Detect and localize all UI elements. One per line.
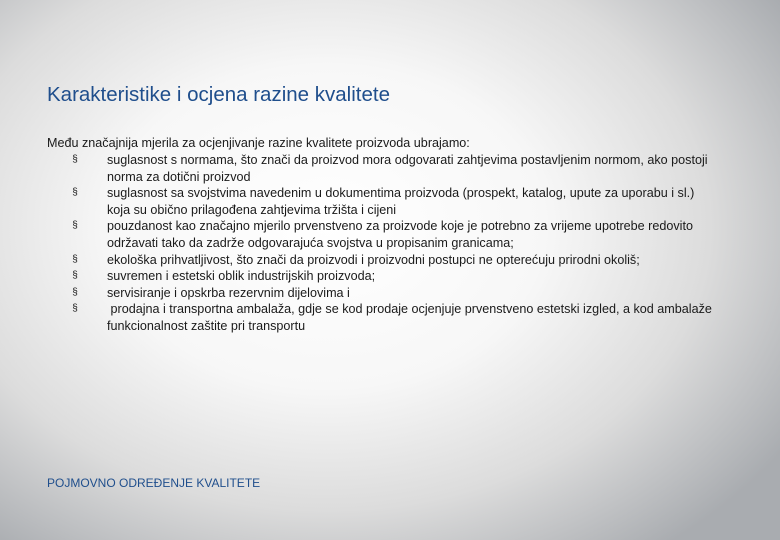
bullet-marker: § <box>72 187 78 199</box>
bullet-marker: § <box>72 270 78 282</box>
criteria-list <box>68 152 718 335</box>
intro-text: Među značajnija mjerila za ocjenjivanje razine kvalitete proizvoda ubrajamo: <box>47 136 470 150</box>
list-item-text: suglasnost s normama, što znači da proizvod mora odgovarati zahtjevima postavljenim normom, ako postoji norma za dotični proizvod <box>107 153 708 184</box>
bullet-marker: § <box>72 253 78 265</box>
list-item-text: ekološka prihvatljivost, što znači da proizvodi i proizvodni postupci ne opterećuju prirodni okoliš; <box>107 252 640 267</box>
pojmovno-odredjenje-link[interactable]: POJMOVNO ODREĐENJE KVALITETE <box>47 476 261 490</box>
list-item <box>68 152 718 185</box>
list-item <box>68 268 718 285</box>
list-item-text: pouzdanost kao značajno mjerilo prvenstveno za proizvode koje je potrebno za vrijeme upotrebe redovito održavati tako da zadrže odgovarajuća svojstva u propisanim granicama; <box>107 219 693 250</box>
list-item <box>68 252 718 269</box>
list-item <box>68 285 718 302</box>
bullet-marker: § <box>72 154 78 165</box>
list-item <box>68 301 718 334</box>
bullet-marker: § <box>72 220 78 232</box>
slide-title: Karakteristike i ocjena razine kvalitete <box>47 83 390 106</box>
list-item <box>68 185 718 218</box>
list-item <box>68 218 718 251</box>
list-item-text: servisiranje i opskrba rezervnim dijelovima i <box>107 285 350 300</box>
bullet-marker: § <box>72 286 78 298</box>
list-item-text: prodajna i transportna ambalaža, gdje se kod prodaje ocjenjuje prvenstveno estetski izgled, a kod ambalaže funkcionalnost zaštite pri transportu <box>107 302 716 333</box>
list-item-text: suvremen i estetski oblik industrijskih proizvoda; <box>107 269 376 284</box>
list-item-text: suglasnost sa svojstvima navedenim u dokumentima proizvoda (prospekt, katalog, upute za uporabu i sl.) koja su obično prilagođena zahtjevima tržišta i cijeni <box>107 186 695 217</box>
bullet-marker: § <box>72 303 78 315</box>
